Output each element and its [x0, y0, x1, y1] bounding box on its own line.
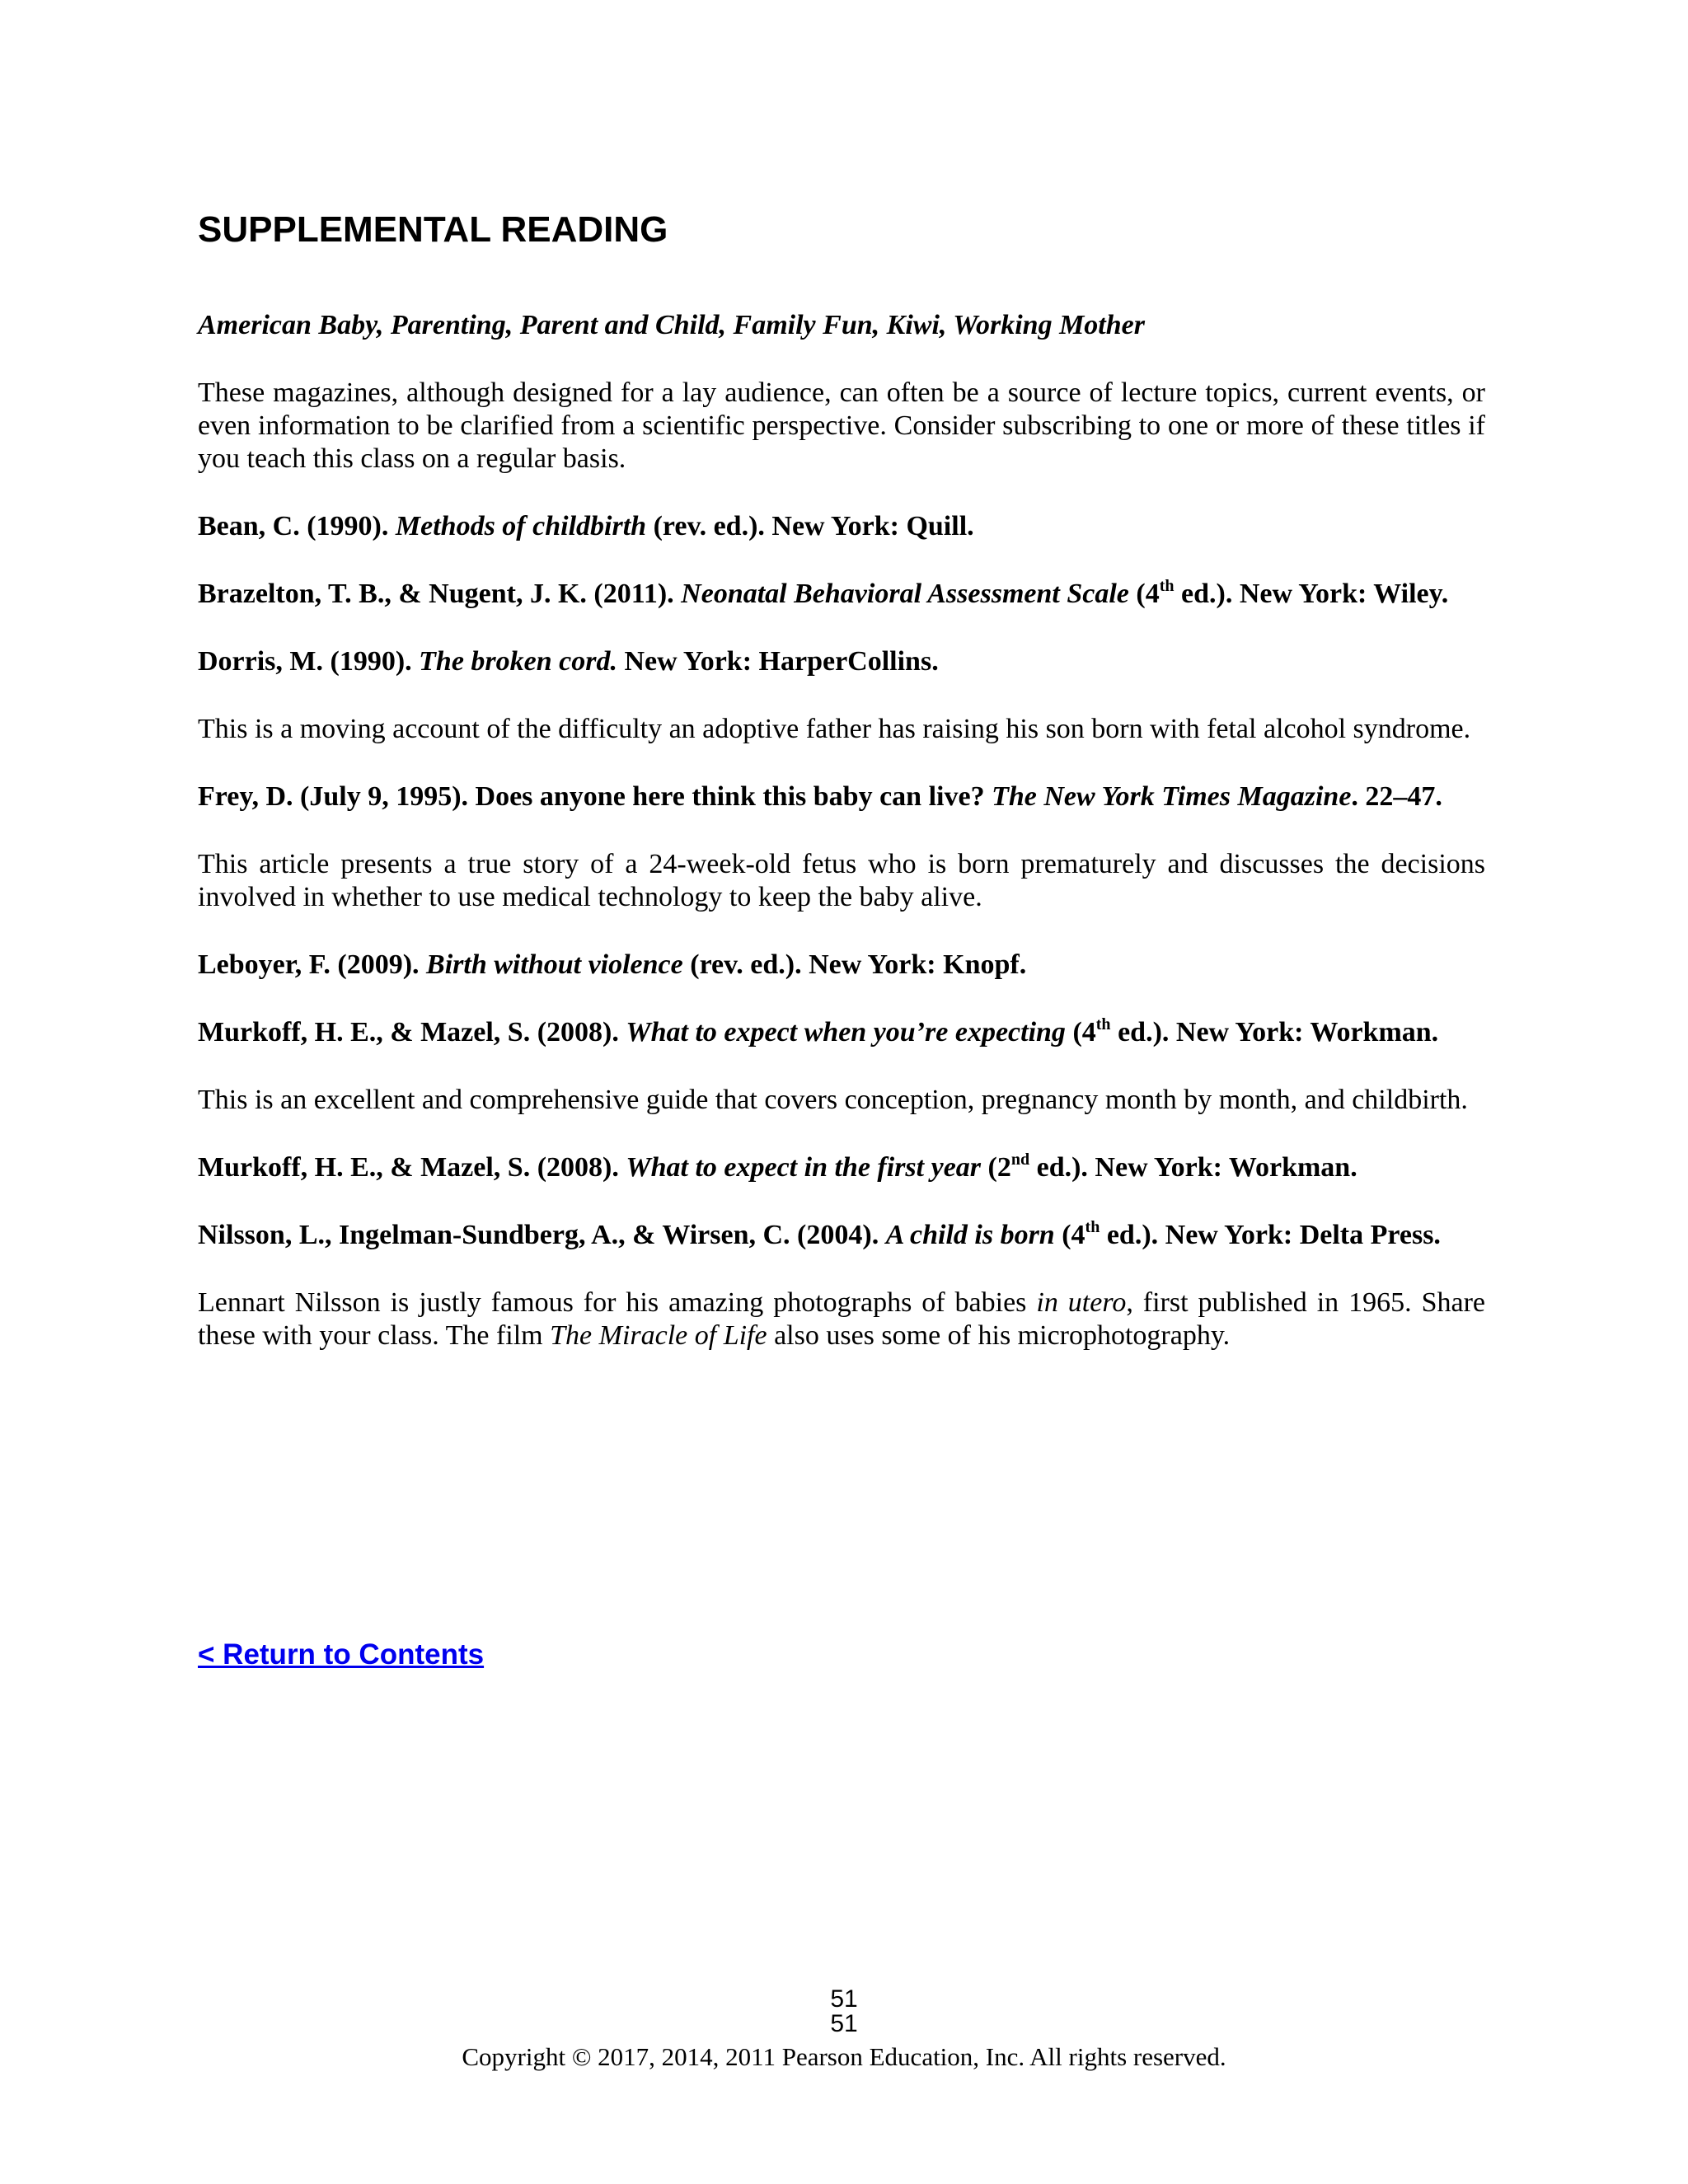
reference-publication: (rev. ed.). New York: Quill.: [646, 511, 974, 542]
edition-suffix: th: [1159, 577, 1175, 596]
reference-publication: ed.). New York: Workman.: [1029, 1152, 1357, 1183]
page-number: 51: [830, 1985, 858, 2013]
reference-edition: (4: [1054, 1220, 1085, 1251]
dorris-description: [198, 713, 1485, 746]
reference-publication: . 22–47.: [1351, 781, 1442, 813]
reference-dorris: [198, 645, 1485, 678]
reference-author: Nilsson, L., Ingelman-Sundberg, A., & Wirsen, C. (2004).: [198, 1220, 886, 1251]
reference-murkoff-first-year: [198, 1151, 1485, 1184]
reference-title: Birth without violence: [426, 949, 683, 981]
reference-author: Murkoff, H. E., & Mazel, S. (2008).: [198, 1017, 626, 1048]
reference-bean: [198, 510, 1485, 543]
film-title: The Miracle of Life: [550, 1320, 767, 1352]
reference-publication: (rev. ed.). New York: Knopf.: [682, 949, 1027, 981]
reference-title: The New York Times Magazine: [992, 781, 1352, 813]
description-text: This is an excellent and comprehensive guide that covers conception, pregnancy month by month, and childbirth.: [198, 1085, 1468, 1116]
frey-description: [198, 848, 1485, 914]
reference-title: A child is born: [885, 1220, 1055, 1251]
reference-edition: (4: [1128, 579, 1160, 610]
document-body: [198, 210, 1485, 1387]
reference-murkoff-expecting: [198, 1016, 1485, 1049]
copyright-notice: Copyright © 2017, 2014, 2011 Pearson Education, Inc. All rights reserved.: [462, 2042, 1226, 2071]
description-emphasis: in utero: [1036, 1287, 1127, 1319]
page-title: SUPPLEMENTAL READING: [198, 209, 668, 250]
edition-suffix: th: [1085, 1218, 1100, 1237]
reference-publication: ed.). New York: Delta Press.: [1100, 1220, 1441, 1251]
magazine-description: [198, 377, 1485, 476]
nilsson-description: [198, 1286, 1485, 1352]
reference-title: What to expect in the first year: [626, 1152, 982, 1183]
reference-author: Brazelton, T. B., & Nugent, J. K. (2011).: [198, 579, 682, 610]
description-text: also uses some of his microphotography.: [767, 1320, 1231, 1352]
reference-nilsson: [198, 1219, 1485, 1252]
reference-publication: ed.). New York: Wiley.: [1174, 579, 1449, 610]
description-text: Lennart Nilsson is justly famous for his amazing photographs of babies: [198, 1287, 1037, 1319]
reference-brazelton: [198, 578, 1485, 611]
description-text: These magazines, although designed for a lay audience, can often be a source of lecture topics, current events, or even information to be clarified from a scientific perspective. Consider subscribing to one or more of these titles if you teach this class on a regular basis.: [198, 377, 1485, 475]
reference-author: Dorris, M. (1990).: [198, 646, 420, 677]
description-text: This is a moving account of the difficulty an adoptive father has raising his son born with fetal alcohol syndrome.: [198, 714, 1471, 745]
page-number-repeat: 51: [830, 2010, 858, 2037]
reference-title: What to expect when you’re expecting: [626, 1017, 1066, 1048]
magazine-titles: American Baby, Parenting, Parent and Child, Family Fun, Kiwi, Working Mother: [198, 310, 1145, 341]
reference-title: Methods of childbirth: [395, 511, 647, 542]
magazine-list: [198, 309, 1485, 342]
reference-author: Frey, D. (July 9, 1995). Does anyone here think this baby can live?: [198, 781, 992, 813]
reference-leboyer: [198, 949, 1485, 982]
reference-author: Bean, C. (1990).: [198, 511, 396, 542]
edition-suffix: nd: [1010, 1151, 1030, 1169]
return-to-contents-link[interactable]: < Return to Contents: [198, 1638, 485, 1671]
reference-title: The broken cord.: [419, 646, 617, 677]
edition-suffix: th: [1095, 1015, 1111, 1034]
murkoff-description: [198, 1084, 1485, 1117]
reference-edition: (2: [981, 1152, 1011, 1183]
reference-author: Leboyer, F. (2009).: [198, 949, 427, 981]
reference-publication: ed.). New York: Workman.: [1110, 1017, 1439, 1048]
reference-edition: (4: [1065, 1017, 1096, 1048]
reference-publication: New York: HarperCollins.: [617, 646, 939, 677]
description-text: This article presents a true story of a 24-week-old fetus who is born prematurely and discusses the decisions involved in whether to use medical technology to keep the baby alive.: [198, 849, 1485, 913]
description-text: , first published in 1965. Share these with your class. The film: [198, 1287, 1485, 1352]
reference-author: Murkoff, H. E., & Mazel, S. (2008).: [198, 1152, 626, 1183]
reference-title: Neonatal Behavioral Assessment Scale: [681, 579, 1129, 610]
reference-frey: [198, 780, 1485, 813]
